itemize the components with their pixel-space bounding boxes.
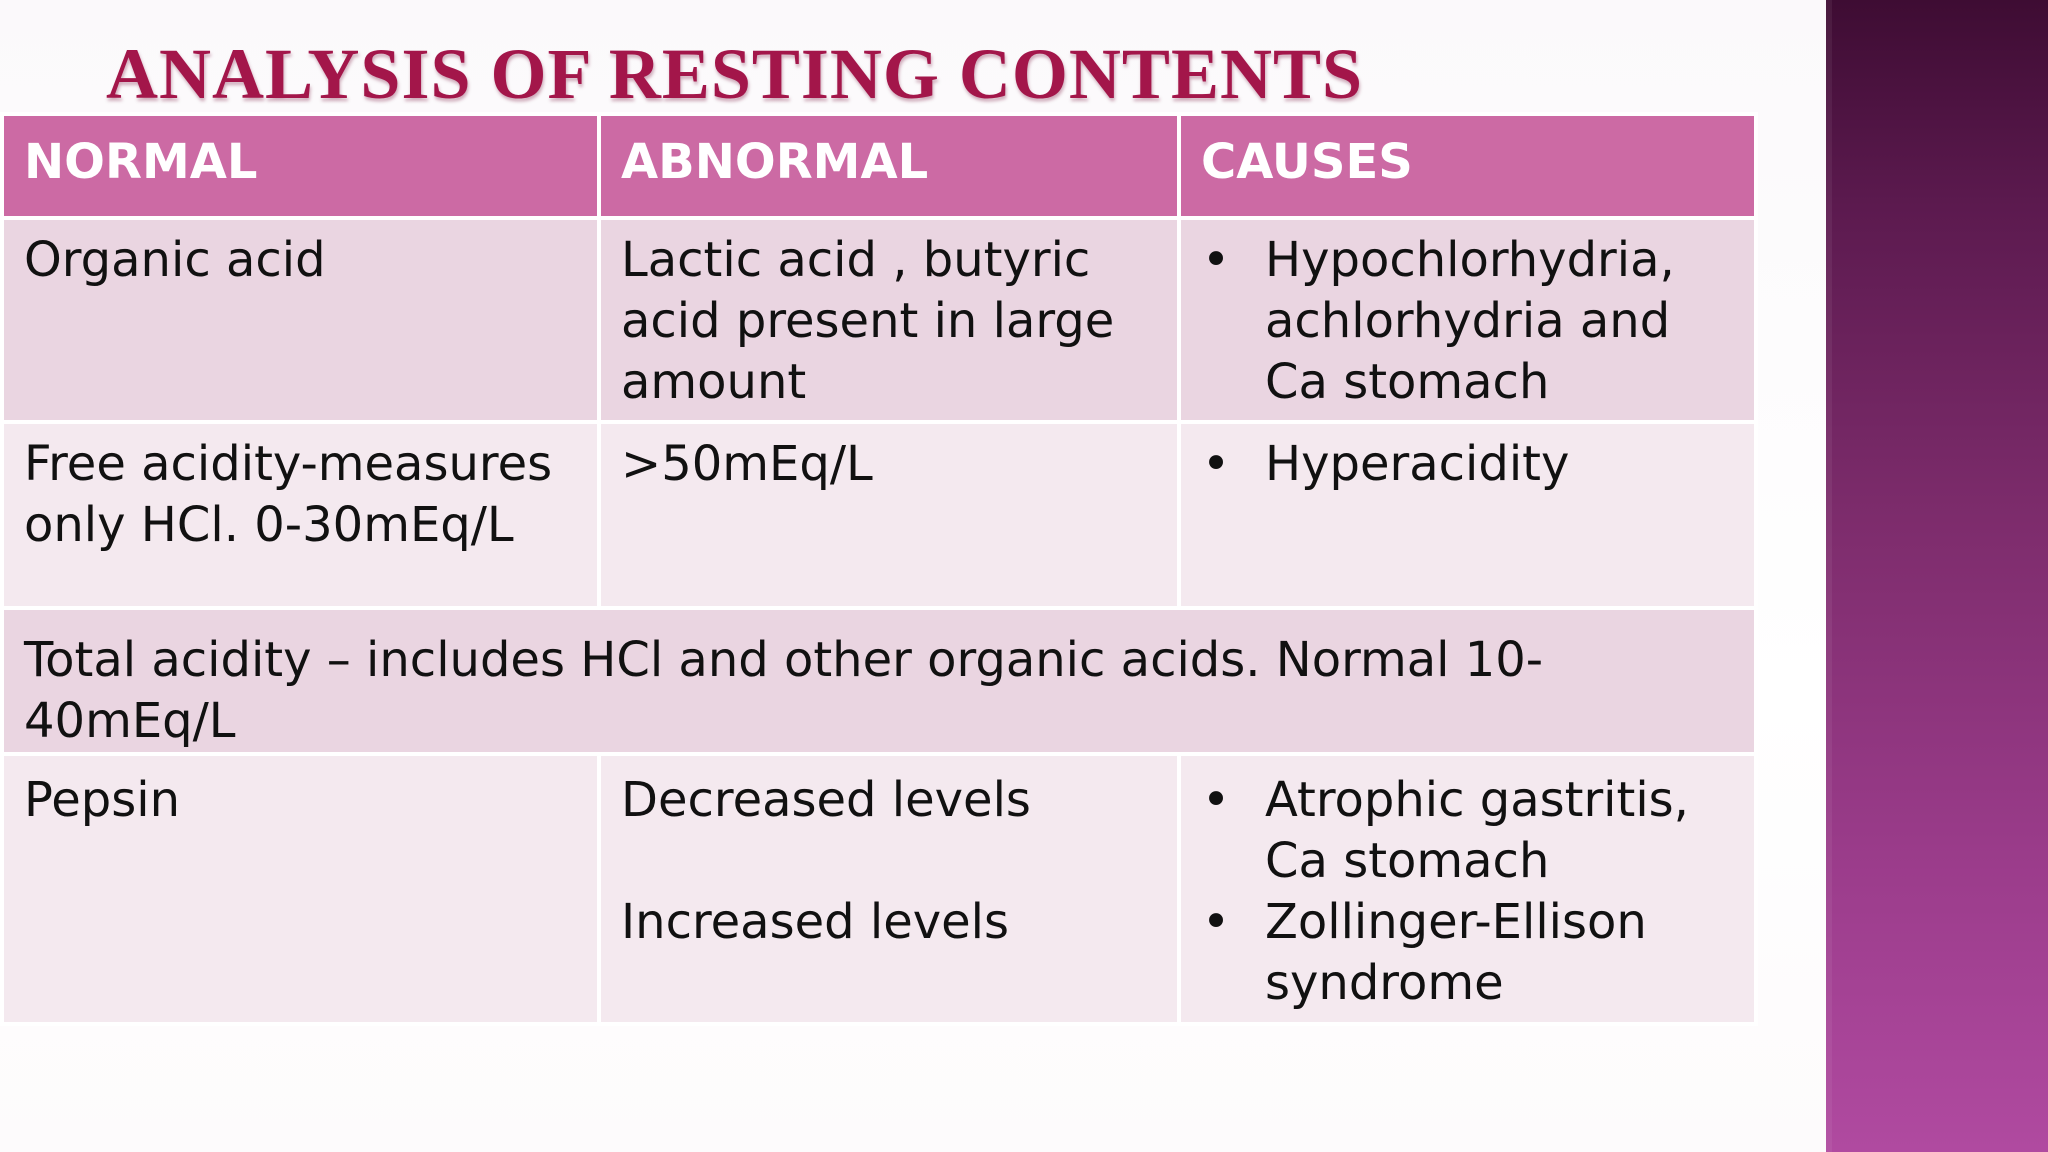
- table-row-organic-acid: [2, 218, 1756, 422]
- causes-list: [1201, 434, 1734, 495]
- cause-item: [1201, 230, 1734, 413]
- causes-list: [1201, 230, 1734, 413]
- header-normal: NORMAL: [2, 114, 599, 218]
- bullet-icon: •: [1201, 894, 1231, 950]
- table-header-row: [2, 114, 1756, 218]
- table-row-pepsin: [2, 754, 1756, 1024]
- cell-abnormal: >50mEq/L: [599, 422, 1179, 608]
- header-causes: CAUSES: [1179, 114, 1756, 218]
- cause-text: Zollinger-Ellison syndrome: [1265, 894, 1647, 1011]
- cause-text: Atrophic gastritis, Ca stomach: [1265, 772, 1689, 889]
- cell-causes: [1179, 218, 1756, 422]
- bullet-icon: •: [1201, 436, 1231, 492]
- cell-merged-total-acidity: Total acidity – includes HCl and other organic acids. Normal 10-40mEq/L: [2, 608, 1756, 754]
- cell-causes: [1179, 422, 1756, 608]
- cell-normal: Free acidity-measures only HCl. 0-30mEq/L: [2, 422, 599, 608]
- bullet-icon: •: [1201, 232, 1231, 288]
- slide-title: ANALYSIS OF RESTING CONTENTS: [106, 34, 1364, 114]
- line-spacer: [621, 831, 1157, 892]
- abnormal-decreased: Decreased levels: [621, 772, 1031, 828]
- bullet-icon: •: [1201, 772, 1231, 828]
- cause-item: [1201, 434, 1734, 495]
- table-row-total-acidity: [2, 608, 1756, 754]
- cell-normal: Organic acid: [2, 218, 599, 422]
- causes-list: [1201, 770, 1734, 1014]
- cause-item: [1201, 770, 1734, 892]
- cell-abnormal: Lactic acid , butyric acid present in large amount: [599, 218, 1179, 422]
- abnormal-increased: Increased levels: [621, 894, 1010, 950]
- resting-contents-table: [0, 112, 1758, 1026]
- cell-normal: Pepsin: [2, 754, 599, 1024]
- decorative-side-band: [1826, 0, 2048, 1152]
- table-row-free-acidity: [2, 422, 1756, 608]
- cell-abnormal: [599, 754, 1179, 1024]
- cause-text: Hypochlorhydria, achlorhydria and Ca stomach: [1265, 232, 1675, 410]
- cause-text: Hyperacidity: [1265, 436, 1570, 492]
- header-abnormal: ABNORMAL: [599, 114, 1179, 218]
- cell-causes: [1179, 754, 1756, 1024]
- cause-item: [1201, 892, 1734, 1014]
